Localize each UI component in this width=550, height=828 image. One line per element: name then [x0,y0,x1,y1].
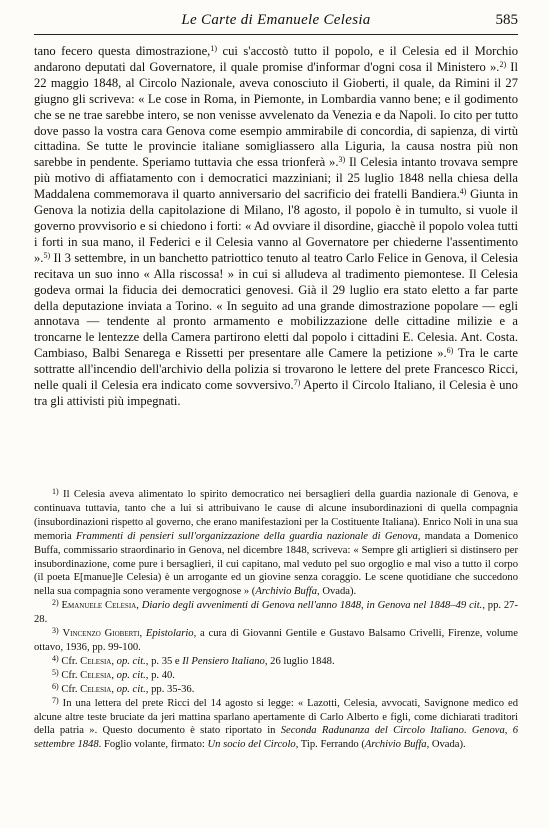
running-title: Le Carte di Emanuele Celesia [181,12,371,28]
footnote-number: 3) [52,626,59,636]
footnote-ref: 6) [446,346,454,356]
footnote-number: 7) [52,695,59,705]
text-run: Giunta in Genova la notizia della capitolazione di Milano, l'8 agosto, il popolo è in tumulto, si vuole il governo provvisorio e si chiedono i forti: « Ad ovviare il disordine, giacchè il popolo volea tutti i forti in sua mano, il Federici e il Celesia vanno al Governatore per chiederne l'assentimento ». [34,187,518,265]
footnote-1: $^{1)}$ Il Celesia aveva alimentato lo spirito democratico nei bersaglieri della guardia nazionale di Genova, e continuava tuttavia, tanto che a lui si attribuivano le cause di alcune insubordinazioni di quella compagnia (insubordinazioni rispetto al governo, che erano manifestazioni per la Costituente Italiana). Enrico Noli in una sua memoria Frammenti di pensieri sull'organizzazione della guardia nazionale di Genova, mandata a Domenico Buffa, commissario straordinario in Genova, nel dicembre 1848, scriveva: « Sempre gli artiglieri si distinsero per insubordinazione, come pure i bersaglieri, il cui capitano, mal veduto pel suo orgoglio e mal viso a tutto il corpo (il poeta E[manue]le Celesia) è un arrogante ed un giovine senza coraggio. Le scene quotidiane che succedono nella sua compagnia sono veramente vergognose » (Archivio Buffa, Ovada). [34,487,519,598]
footnote-number: 4) [52,653,59,663]
footnote-ref: 1) [210,44,217,53]
footnote-6: $^{6)}$ Cfr. Celesia, op. cit., pp. 35-36. [52,681,195,695]
running-header [34,12,518,35]
author-name: Emanuele Celesia [61,600,137,612]
text-run: tano fecero questa dimostrazione, [34,44,211,58]
footnote-number: 2) [52,598,59,608]
footnote-2: $^{2)}$ Emanuele Celesia, Diario degli avvenimenti di Genova nell'anno 1848, in Genova nel 1848–49 cit., pp. 27-28. [34,598,518,626]
text-run: Il 3 settembre, in un banchetto patriottico tenuto al teatro Carlo Felice in Genova, il Celesia recitava un suo inno « Alla riscossa! » in cui si alludeva al tradimento piemontese. Il Celesia godeva ormai la fiducia dei democratici genovesi. Già il 29 luglio era stato eletto a far parte della deputazione inviata a Torino. « In seguito ad una grande dimostrazione popolare — egli annotava — tendente al pronto armamento e mobilizzazione delle cittadine milizie e a troncarne le lentezze della Camera partirono eletti dal popolo i cittadini E. Celesia. Ant. Costa. Cambiaso, Balbi Senarega e Rissetti per presentare alle Camere la petizione ». [34,250,518,361]
text-run: Il Celesia intanto trovava sempre più motivo di affiatamento con i democratici mazziniani; il 25 luglio 1848 nella chiesa della Maddalena commemorava il quarto anniversario del sacrificio dei fratelli Bandiera. [34,155,518,202]
footnote-ref: 3) [338,155,346,165]
author-name: Celesia [80,655,112,667]
footnote-number: 5) [52,667,59,677]
footnotes [34,488,518,752]
footnote-7: $^{7)}$ In una lettera del prete Ricci del 14 agosto si legge: « Lazotti, Celesia, avvocati, Savignone medico ed alcune altre teste bruciate da jeri mattina sparlano apertamente di Carlo Alberto e figli, come dichiarati traditori della patria ». Questo documento è stato riportato in Seconda Radunanza del Circolo Italiano. Genova, 6 settembre 1848. Foglio volante, firmato: Un socio del Circolo, Tip. Ferrando (Archivio Buffa, Ovada). [34,695,519,751]
main-text [34,44,518,410]
footnote-ref: 5) [43,250,51,260]
author-name: Celesia [80,669,112,681]
text-run: Aperto il Circolo Italiano, il Celesia è uno tra gli attivisti più impegnati. [34,378,518,408]
footnote-number: 1) [52,487,59,496]
footnote-number: 6) [52,681,59,691]
body-paragraph [34,44,518,410]
text-run: Il 22 maggio 1848, al Circolo Nazionale, aveva conosciuto il Gioberti, il quale, da Rimini il 27 giugno gli scriveva: « Le cose in Roma, in Piemonte, in Lombardia vanno bene; e il godimento che se ne trae sarebbe intero, se non venisse avvelenato da Venezia e da Napoli. Io cito per tutto dove passo la vostra cara Genova come esempio ammirabile di concordia, di sapienza, di virtù cittadina. Se tutte le provincie italiane somigliassero alla Liguria, la causa nostra più non sarebbe in pendente. Speriamo tuttavia che essa trionferà ». [34,59,518,170]
author-name: Celesia [80,683,112,695]
footnote-ref: 4) [459,187,467,197]
footnote-4: $^{4)}$ Cfr. Celesia, op. cit., p. 35 e Il Pensiero Italiano, 26 luglio 1848. [52,653,335,667]
footnote-ref: 2) [499,59,507,69]
footnote-5: $^{5)}$ Cfr. Celesia, op. cit., p. 40. [52,667,175,681]
footnote-ref: 7) [293,378,301,388]
author-name: Vincenzo Gioberti [62,628,140,640]
text-run: cui s'accostò tutto il popolo, e il Celesia ed il Morchio andarono deputati dal Governatore, il quale promise d'informar d'ogni cosa il Ministero ». [34,44,518,74]
text-run: Tra le carte sottratte all'incendio dell'archivio della polizia si trovarono le lettere del prete Francesco Ricci, nelle quali il Celesia era indicato come sovversivo. [34,346,518,393]
footnote-3: $^{3)}$ Vincenzo Gioberti, Epistolario, a cura di Giovanni Gentile e Gustavo Balsamo Crivelli, Firenze, volume ottavo, 1936, pp. 99-100. [34,626,518,653]
page-number: 585 [495,12,518,28]
